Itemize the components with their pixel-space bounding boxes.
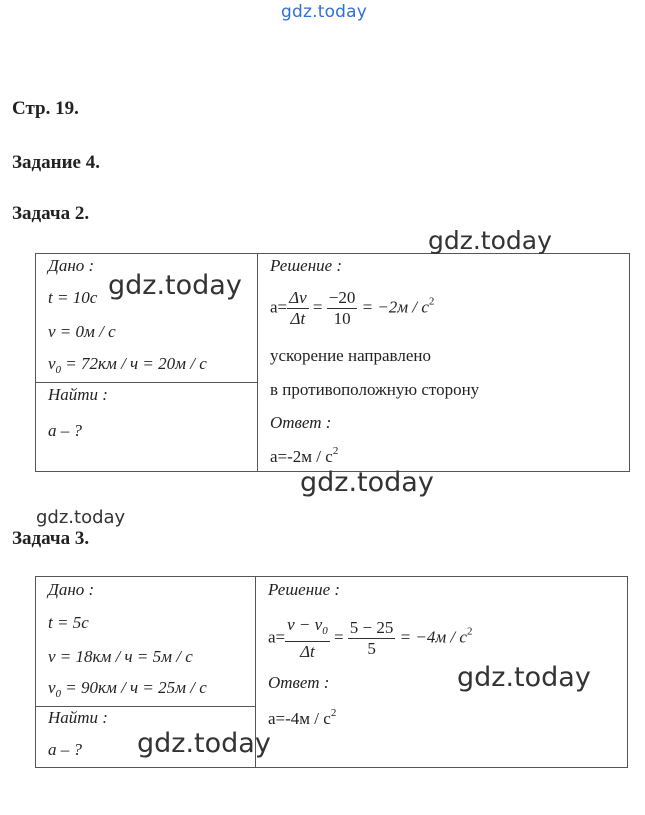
given-label: Дано : <box>48 256 95 275</box>
answer-value: $a=-2м / c^2$ <box>270 445 339 466</box>
watermark: gdz.today <box>36 507 126 528</box>
given-label: Дано : <box>48 580 95 599</box>
problem3-given <box>36 577 255 706</box>
problem2-title: Задача 2. <box>12 203 90 224</box>
find-value: a – ? <box>48 740 82 759</box>
answer-value: $a=-4м / c^2$ <box>268 707 337 728</box>
watermark: gdz.today <box>428 226 552 255</box>
watermark: gdz.today <box>457 662 591 693</box>
acceleration-formula: a= $\frac{v - v_0}{\Delta t}$ = $\frac{5 - 25}{5}$ = $-4м / c^2$ <box>268 615 473 661</box>
solution-label: Решение : <box>268 580 341 599</box>
find-label: Найти : <box>48 385 108 404</box>
task-label: Задание 4. <box>12 152 100 173</box>
problem3-title: Задача 3. <box>12 528 90 549</box>
explanation-line-2: в противоположную сторону <box>270 380 480 399</box>
given-initial-velocity: $v_0 = 72км / ч = 20м / c$ <box>48 354 207 376</box>
given-final-velocity: v = 18км / ч = 5м / c <box>48 647 193 666</box>
explanation-line-1: ускорение направлено <box>270 346 431 365</box>
given-time: t = 10c <box>48 288 98 307</box>
watermark: gdz.today <box>108 270 242 301</box>
answer-label: Ответ : <box>270 413 332 432</box>
watermark: gdz.today <box>137 728 271 759</box>
find-value: a – ? <box>48 421 82 440</box>
problem2-solution <box>258 254 629 471</box>
acceleration-formula: a= $\frac{\Delta v}{\Delta t}$ = $\frac{-20}{10}$ = $-2м / c^2$ <box>270 288 435 328</box>
given-final-velocity: v = 0м / c <box>48 322 116 341</box>
find-label: Найти : <box>48 708 108 727</box>
given-initial-velocity: $v_0 = 90км / ч = 25м / c$ <box>48 678 207 700</box>
answer-label: Ответ : <box>268 673 330 692</box>
watermark-top: gdz.today <box>281 2 368 22</box>
watermark: gdz.today <box>300 467 434 498</box>
page-label: Стр. 19. <box>12 98 79 119</box>
solution-label: Решение : <box>270 256 343 275</box>
problem2-find <box>36 383 257 471</box>
given-time: t = 5c <box>48 613 89 632</box>
